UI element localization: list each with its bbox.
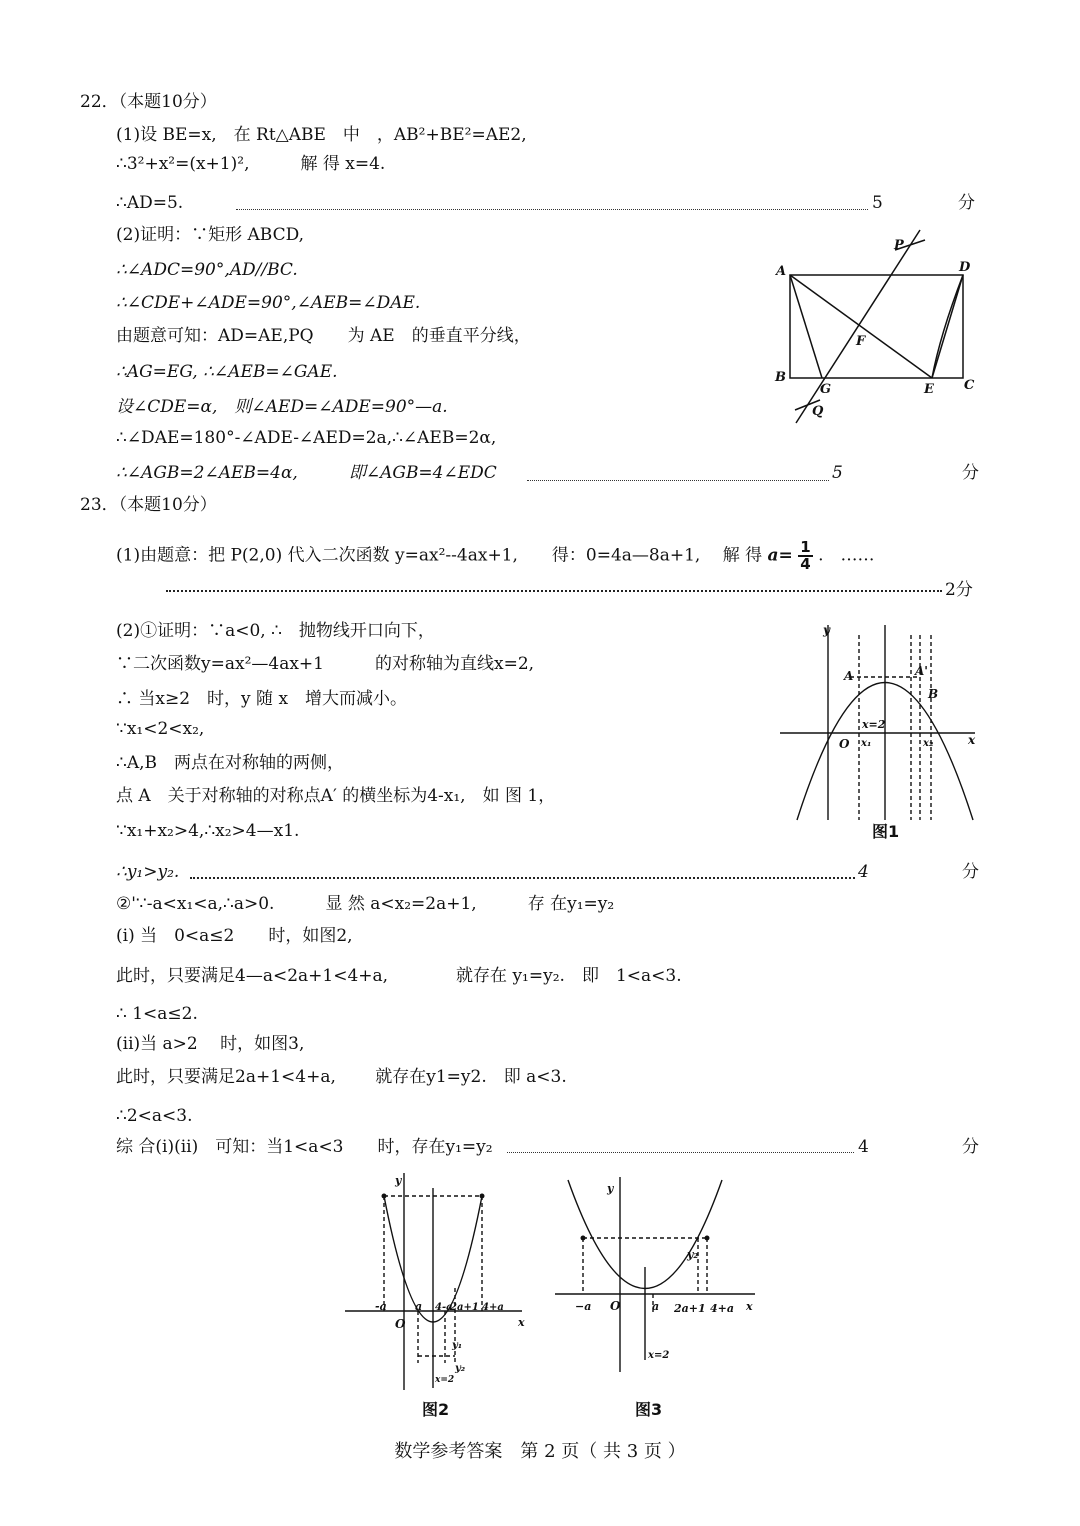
- label-q: Q: [812, 404, 824, 419]
- label-x: x: [518, 1316, 525, 1329]
- q22-line10: ∴∠DAE=180°-∠ADE-∠AED=2a,∴∠AEB=2α,: [116, 428, 497, 448]
- q23-line6: ∵x₁<2<x₂,: [116, 719, 205, 739]
- q23-line17: ∴2<a<3.: [116, 1106, 193, 1126]
- label-a: a: [652, 1300, 660, 1313]
- figure-2-caption: 图2: [422, 1400, 450, 1419]
- rectangle-figure: [770, 215, 985, 430]
- score: 5: [872, 193, 883, 213]
- dotted-leader: [236, 209, 868, 210]
- label-g: G: [820, 382, 832, 397]
- label-e: E: [924, 382, 934, 397]
- label-f: F: [856, 334, 866, 349]
- score-unit: 分: [962, 862, 979, 882]
- label-minus-a: -a: [375, 1300, 387, 1313]
- segment-de: [932, 275, 963, 378]
- fraction-denominator: 4: [800, 555, 811, 573]
- q22-line4: (2)证明：∵矩形 ABCD,: [116, 225, 305, 245]
- q22-line3: ∴AD=5.: [116, 193, 184, 213]
- label-4-plus-a: 4+a: [482, 1302, 504, 1313]
- q23-line8: 点 A 关于对称轴的对称点A′ 的横坐标为4-x₁, 如 图 1，: [116, 786, 556, 806]
- q23-line5: ∴ 当x≥2 时，y 随 x 增大而减小。: [116, 689, 408, 709]
- label-a: A: [776, 264, 787, 279]
- q22-line2: ∴3²+x²=(x+1)², 解 得 x=4.: [116, 154, 386, 174]
- label-y1: y₁: [452, 1340, 463, 1351]
- score-unit: 分: [962, 463, 979, 483]
- q23-line1-tail: . ……: [818, 545, 875, 566]
- label-axis: x=2: [862, 718, 886, 731]
- label-d: D: [959, 260, 971, 275]
- label-b: B: [928, 687, 939, 701]
- q23-line3: (2)①证明：∵a<0, ∴ 抛物线开口向下，: [116, 621, 435, 641]
- label-p: P: [894, 238, 904, 253]
- q22-line11: ∴∠AGB=2∠AEB=4α, 即∠AGB=4∠EDC: [116, 463, 497, 483]
- label-x2: x₂: [923, 738, 934, 749]
- label-b: B: [775, 370, 786, 385]
- q22-line8: ∴AG=EG, ∴∠AEB=∠GAE.: [116, 362, 338, 382]
- line-pq: [796, 230, 920, 423]
- label-4-minus-a: 4-a: [435, 1302, 453, 1313]
- fraction-one-quarter: [798, 540, 812, 572]
- label-y2: y₂: [455, 1363, 466, 1374]
- figure-1-caption: 图1: [872, 822, 900, 841]
- dotted-leader: [527, 480, 829, 481]
- q23-line7: ∴A,B 两点在对称轴的两侧，: [116, 753, 344, 773]
- figure-3-caption: 图3: [635, 1400, 663, 1419]
- q23-line14: ∴ 1<a≤2.: [116, 1004, 198, 1024]
- segment-ag: [790, 275, 822, 378]
- score-unit: 分: [962, 1137, 979, 1157]
- q23-line11: ②'∵-a<x₁<a,∴a>0. 显 然 a<x₂=2a+1, 存 在y₁=y₂: [116, 894, 615, 914]
- label-a: a: [415, 1300, 423, 1313]
- fraction-numerator: 1: [800, 538, 811, 556]
- label-o: O: [395, 1317, 406, 1331]
- q22-header: 22．（本题10分）: [80, 92, 217, 112]
- q22-line1: (1)设 BE=x, 在 Rt△ABE 中 ，AB²+BE²=AE2,: [116, 125, 527, 145]
- label-2a-plus-1: 2a+1: [674, 1302, 706, 1315]
- segment-ae: [790, 275, 932, 378]
- figure-1: [775, 620, 985, 825]
- label-y: y: [607, 1182, 614, 1195]
- q23-line1-text: (1)由题意：把 P(2,0) 代入二次函数 y=ax²--4ax+1, 得：0=4a—8a+1, 解 得: [116, 545, 763, 566]
- label-o: O: [610, 1299, 621, 1313]
- label-o: O: [839, 737, 850, 751]
- q22-line5: ∴∠ADC=90°,AD//BC.: [116, 260, 298, 280]
- dotted-leader: [190, 877, 855, 879]
- score-unit: 分: [958, 193, 975, 213]
- var-a: a=: [767, 545, 793, 566]
- label-x: x: [746, 1300, 753, 1313]
- label-c: C: [964, 378, 975, 393]
- label-minus-a: −a: [575, 1300, 592, 1313]
- score: 5: [832, 463, 843, 483]
- q22-line7: 由题意可知：AD=AE,PQ 为 AE 的垂直平分线，: [116, 326, 531, 346]
- q23-line4: ∵二次函数y=ax²—4ax+1 的对称轴为直线x=2,: [116, 654, 535, 674]
- label-axis: x=2: [648, 1350, 670, 1361]
- q22-line6: ∴∠CDE+∠ADE=90°,∠AEB=∠DAE.: [116, 293, 421, 313]
- q23-line18: 综 合(i)(ii) 可知：当1<a<3 时，存在y₁=y₂: [116, 1137, 493, 1157]
- figure-3: [550, 1172, 765, 1382]
- score: 4: [858, 862, 869, 882]
- dotted-leader: [166, 590, 942, 592]
- q23-line15: (ii)当 a>2 时，如图3,: [116, 1034, 305, 1054]
- dotted-leader: [507, 1152, 854, 1153]
- label-a: A: [844, 669, 854, 683]
- label-x: x: [968, 733, 976, 747]
- label-x1: x₁: [861, 738, 872, 749]
- q23-line9: ∵x₁+x₂>4,∴x₂>4—x1.: [116, 821, 300, 841]
- q23-line12: (i) 当 0<a≤2 时，如图2,: [116, 926, 353, 946]
- page-footer: 数学参考答案 第 2 页（ 共 3 页 ）: [394, 1441, 686, 1462]
- label-a-prime: A': [915, 664, 928, 678]
- q23-line16: 此时，只要满足2a+1<4+a, 就存在y1=y2. 即 a<3.: [116, 1067, 567, 1087]
- score: 2分: [945, 580, 973, 600]
- label-y: y: [823, 623, 830, 637]
- label-y: y: [395, 1174, 402, 1187]
- label-y2: y₂: [687, 1248, 699, 1261]
- q23-line10: ∴y₁>y₂.: [116, 862, 180, 882]
- q22-line9: 设∠CDE=α, 则∠AED=∠ADE=90°—a.: [116, 397, 448, 417]
- figure-2: [340, 1168, 530, 1393]
- q23-line1: [116, 540, 874, 572]
- q23-line13: 此时，只要满足4—a<2a+1<4+a, 就存在 y₁=y₂. 即 1<a<3.: [116, 966, 682, 986]
- label-2a-plus-1: 2a+1: [450, 1302, 479, 1313]
- label-4-plus-a: 4+a: [710, 1302, 734, 1315]
- label-axis: x=2: [435, 1375, 455, 1385]
- q23-header: 23．（本题10分）: [80, 495, 217, 515]
- score: 4: [858, 1137, 869, 1157]
